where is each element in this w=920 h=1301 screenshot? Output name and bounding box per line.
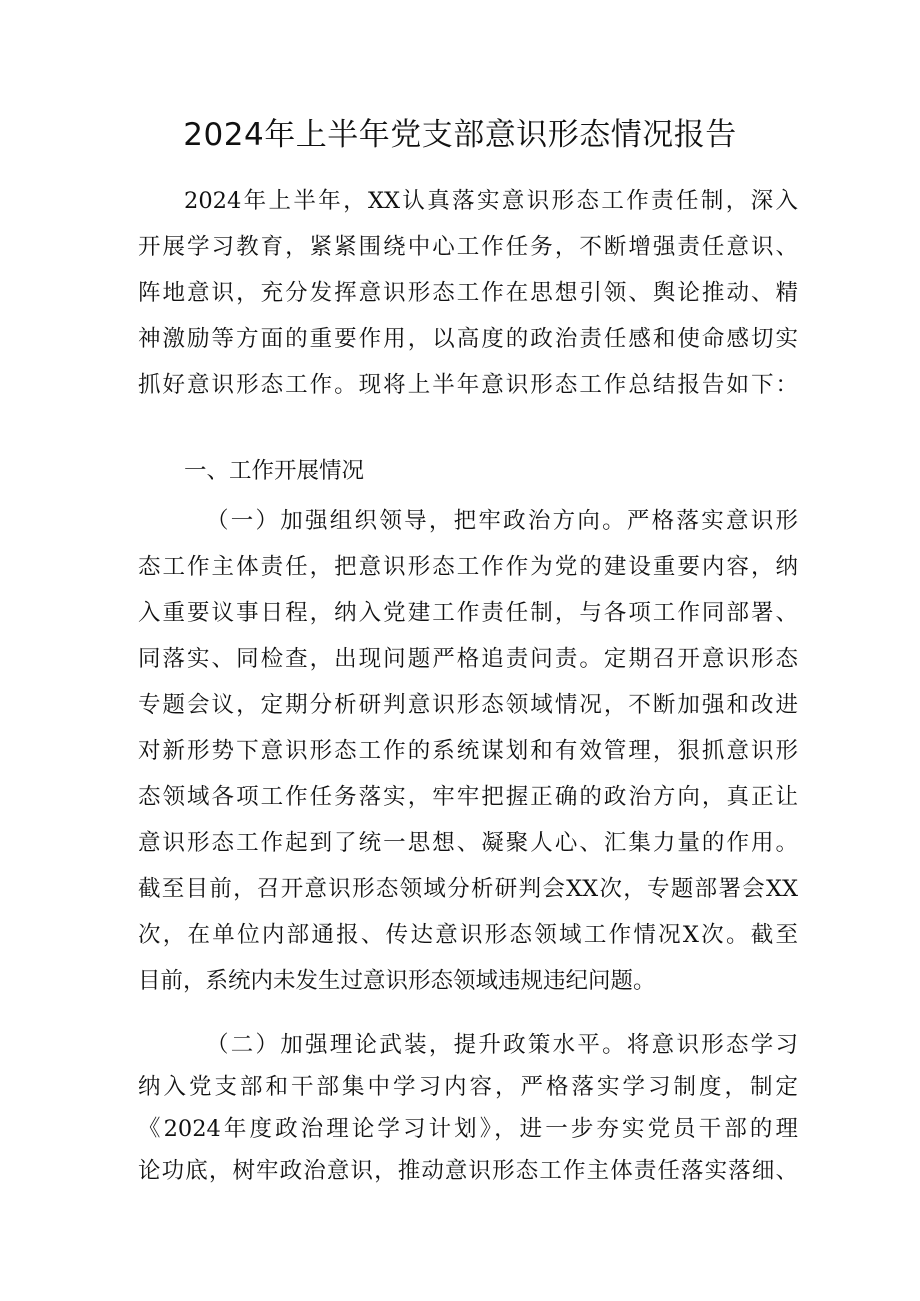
paragraph-line: 论功底，树牢政治意识，推动意识形态工作主体责任落实落细、 [138,1158,798,1184]
paragraph-line: 阵地意识，充分发挥意识形态工作在思想引领、舆论推动、精 [138,280,798,306]
paragraph-line: 纳入党支部和干部集中学习内容，严格落实学习制度，制定 [138,1074,798,1100]
paragraph-line: 《2024年度政治理论学习计划》，进一步夯实党员干部的理 [138,1116,798,1142]
paragraph-line: 意识形态工作起到了统一思想、凝聚人心、汇集力量的作用。 [138,830,798,856]
paragraph-line: 同落实、同检查，出现问题严格追责问责。定期召开意识形态 [138,646,798,672]
document-title: 2024年上半年党支部意识形态情况报告 [183,117,737,153]
paragraph-line: 次，在单位内部通报、传达意识形态领域工作情况X次。截至 [138,922,798,948]
paragraph-line: （二）加强理论武装，提升政策水平。将意识形态学习 [206,1032,798,1058]
paragraph-line: 入重要议事日程，纳入党建工作责任制，与各项工作同部署、 [138,600,798,626]
paragraph-line: 态领域各项工作任务落实，牢牢把握正确的政治方向，真正让 [138,784,798,810]
paragraph-line: 专题会议，定期分析研判意识形态领域情况，不断加强和改进 [138,692,798,718]
paragraph-line: 抓好意识形态工作。现将上半年意识形态工作总结报告如下： [138,372,798,398]
paragraph-line: 对新形势下意识形态工作的系统谋划和有效管理，狠抓意识形 [138,738,798,764]
paragraph-line: 2024年上半年，XX认真落实意识形态工作责任制，深入 [184,188,798,214]
paragraph-line: 态工作主体责任，把意识形态工作作为党的建设重要内容，纳 [138,554,798,580]
paragraph-line: 截至目前，召开意识形态领域分析研判会XX次，专题部署会XX [138,876,798,902]
paragraph-line: 开展学习教育，紧紧围绕中心工作任务，不断增强责任意识、 [138,234,798,260]
paragraph-line: （一）加强组织领导，把牢政治方向。严格落实意识形 [206,508,798,534]
paragraph-line: 目前，系统内未发生过意识形态领域违规违纪问题。 [138,968,656,994]
section-heading: 一、工作开展情况 [184,458,365,484]
paragraph-line: 神激励等方面的重要作用，以高度的政治责任感和使命感切实 [138,326,798,352]
